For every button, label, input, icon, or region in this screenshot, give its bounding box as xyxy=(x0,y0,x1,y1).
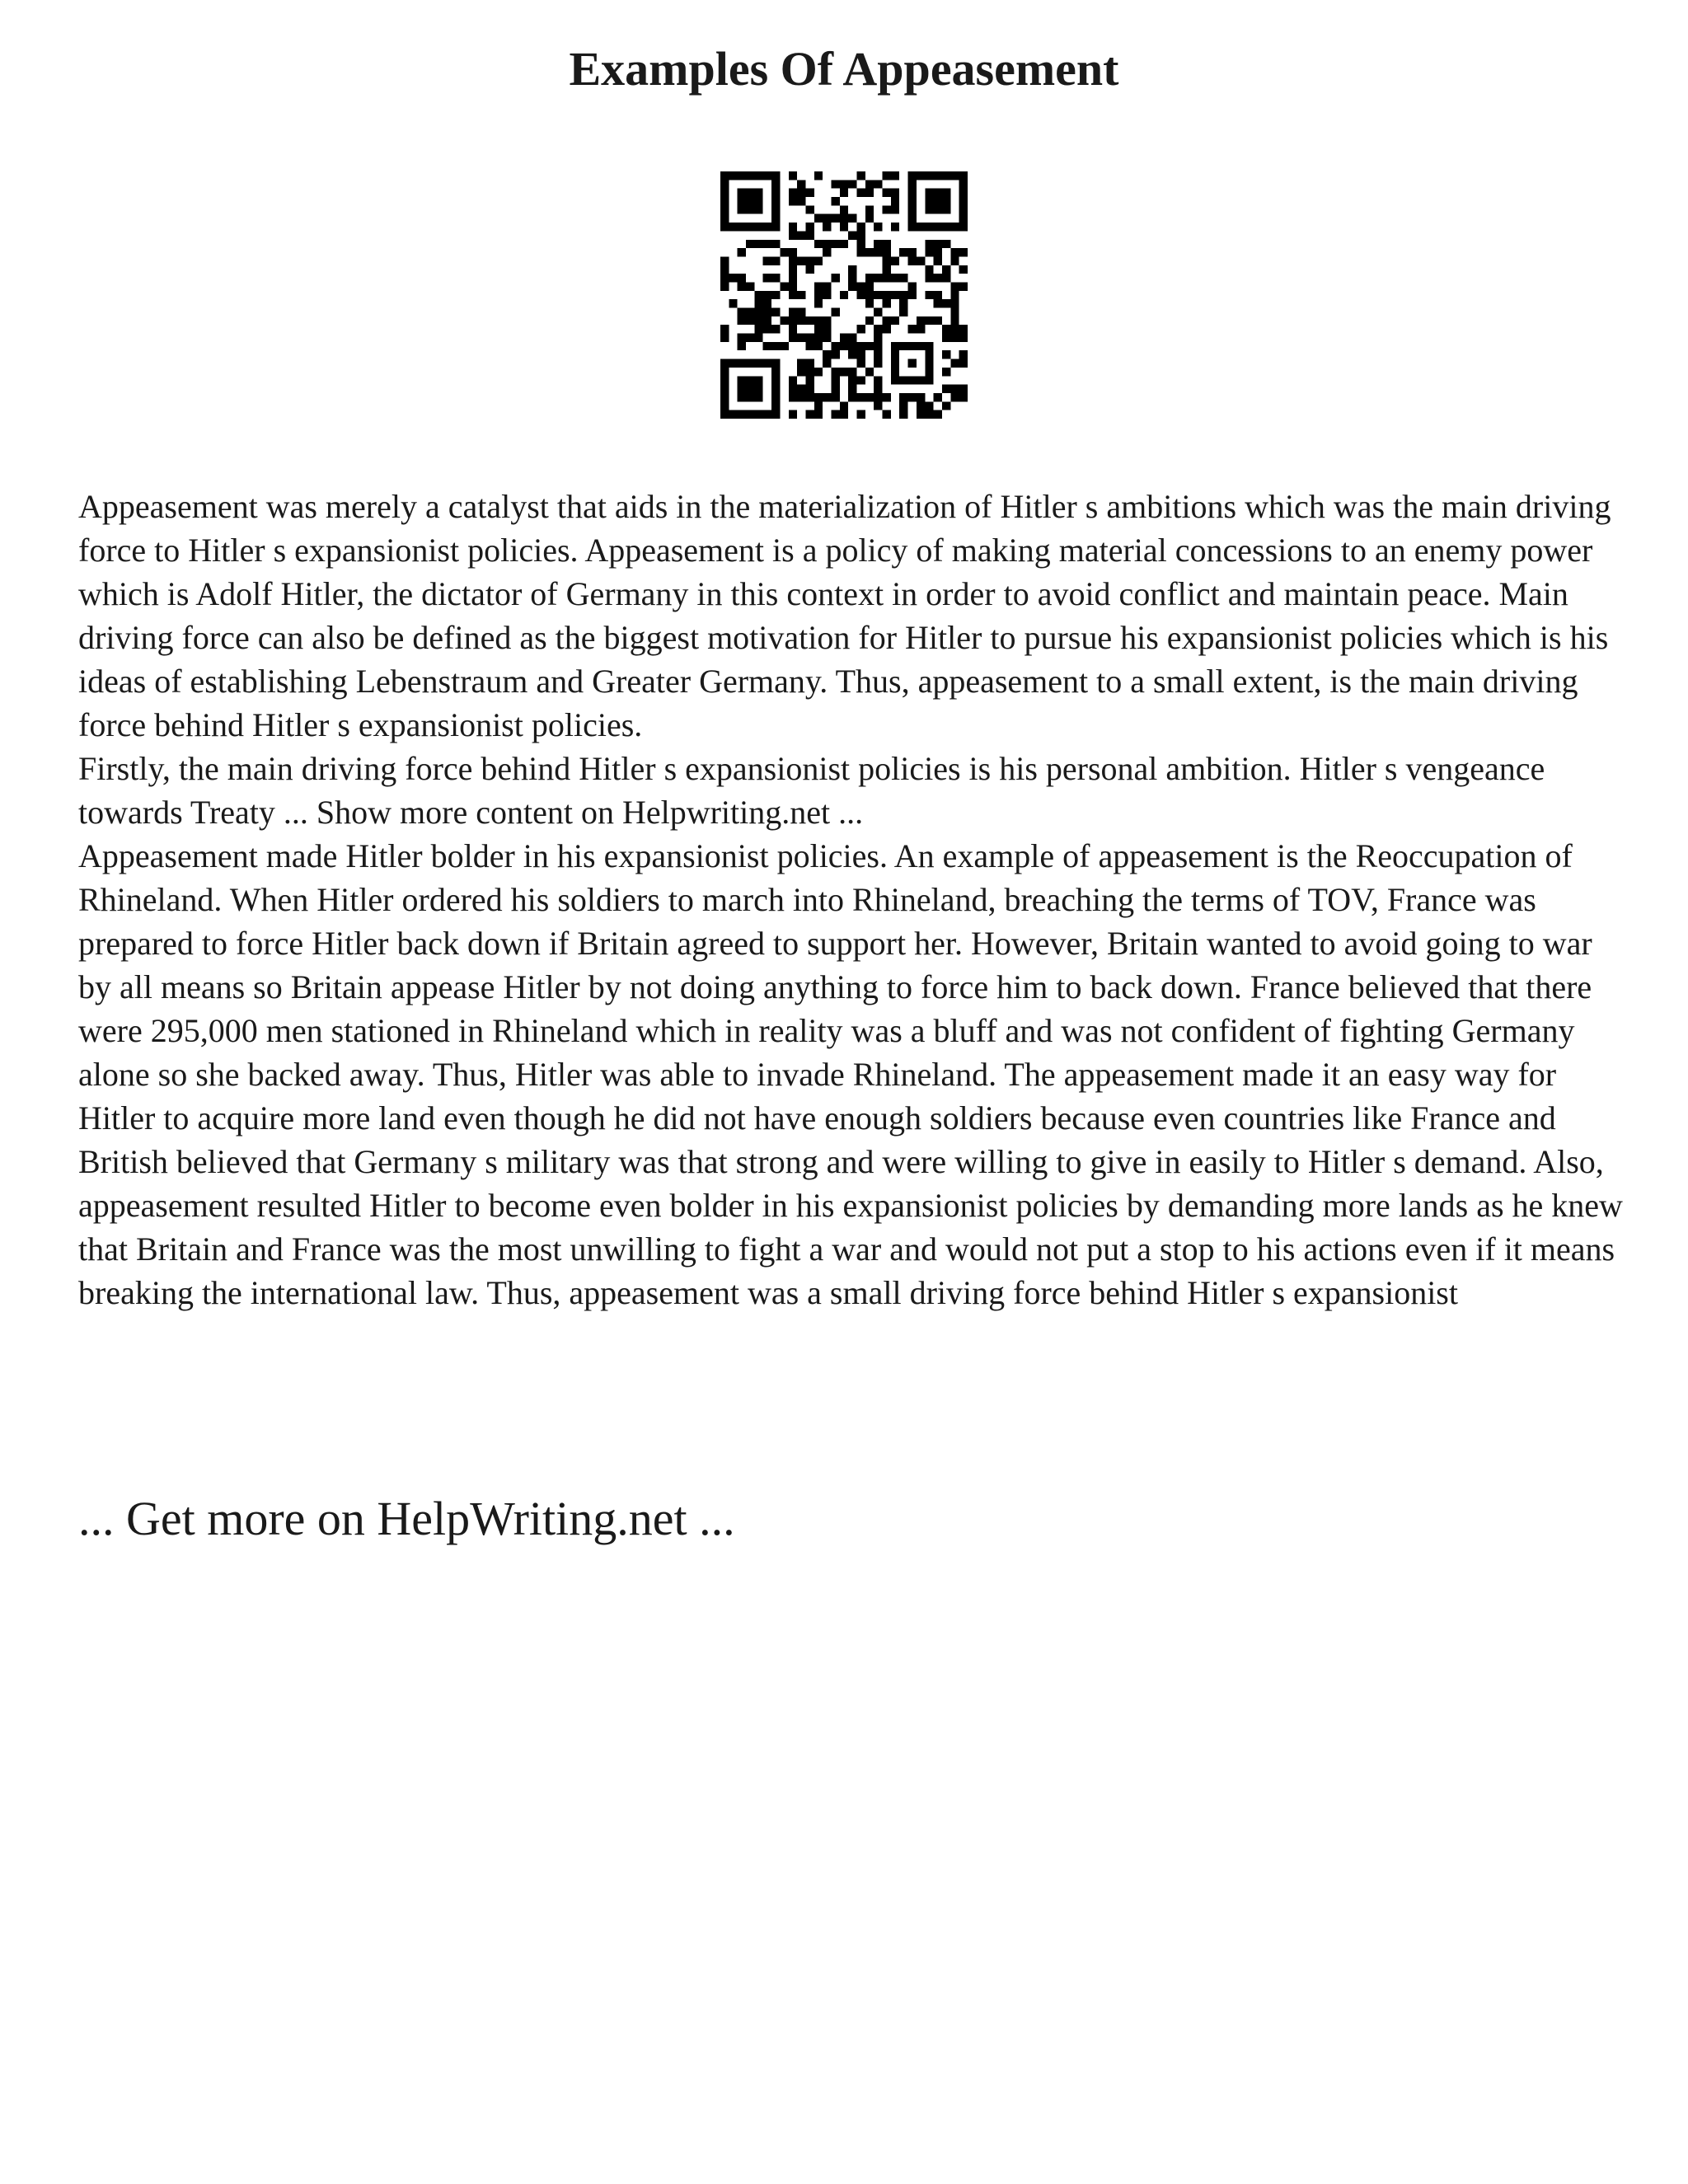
paragraph-rhineland: Appeasement made Hitler bolder in his expansionist policies. An example of appeasement is the Reoccupation of Rhineland. When Hitler ordered his soldiers to march into Rhineland, breaching the terms of TOV, France was prepared to force Hitler back down if Britain agreed to support her. However, Britain wanted to avoid going to war by all means so Britain appease Hitler by not doing anything to force him to back down. France believed that there were 295,000 men stationed in Rhineland which in reality was a bluff and was not confident of fighting Germany alone so she backed away. Thus, Hitler was able to invade Rhineland. The appeasement made it an easy way for Hitler to acquire more land even though he did not have enough soldiers because even countries like France and British believed that Germany s military was that strong and were willing to give in easily to Hitler s demand. Also, appeasement resulted Hitler to become even bolder in his expansionist policies by demanding more lands as he knew that Britain and France was the most unwilling to fight a war and would not put a stop to his actions even if it means breaking the international law. Thus, appeasement was a small driving force behind Hitler s expansionist xyxy=(78,837,1623,1311)
qr-code-graphic xyxy=(720,171,968,419)
page-title: Examples Of Appeasement xyxy=(569,42,1119,96)
qr-code-icon[interactable] xyxy=(720,171,968,419)
paragraph-ambition: Firstly, the main driving force behind Hitler s expansionist policies is his personal ambition. Hitler s vengeance towards Treaty ... Show more content on Helpwriting.net ... xyxy=(78,750,1545,831)
article-body xyxy=(78,485,1628,1315)
get-more-link[interactable]: ... Get more on HelpWriting.net ... xyxy=(78,1492,735,1545)
paragraph-intro: Appeasement was merely a catalyst that aids in the materialization of Hitler s ambitions which was the main driving force to Hitler s expansionist policies. Appeasement is a policy of making material concessions to an enemy power which is Adolf Hitler, the dictator of Germany in this context in order to avoid conflict and maintain peace. Main driving force can also be defined as the biggest motivation for Hitler to pursue his expansionist policies which is his ideas of establishing Lebenstraum and Greater Germany. Thus, appeasement to a small extent, is the main driving force behind Hitler s expansionist policies. xyxy=(78,488,1611,743)
